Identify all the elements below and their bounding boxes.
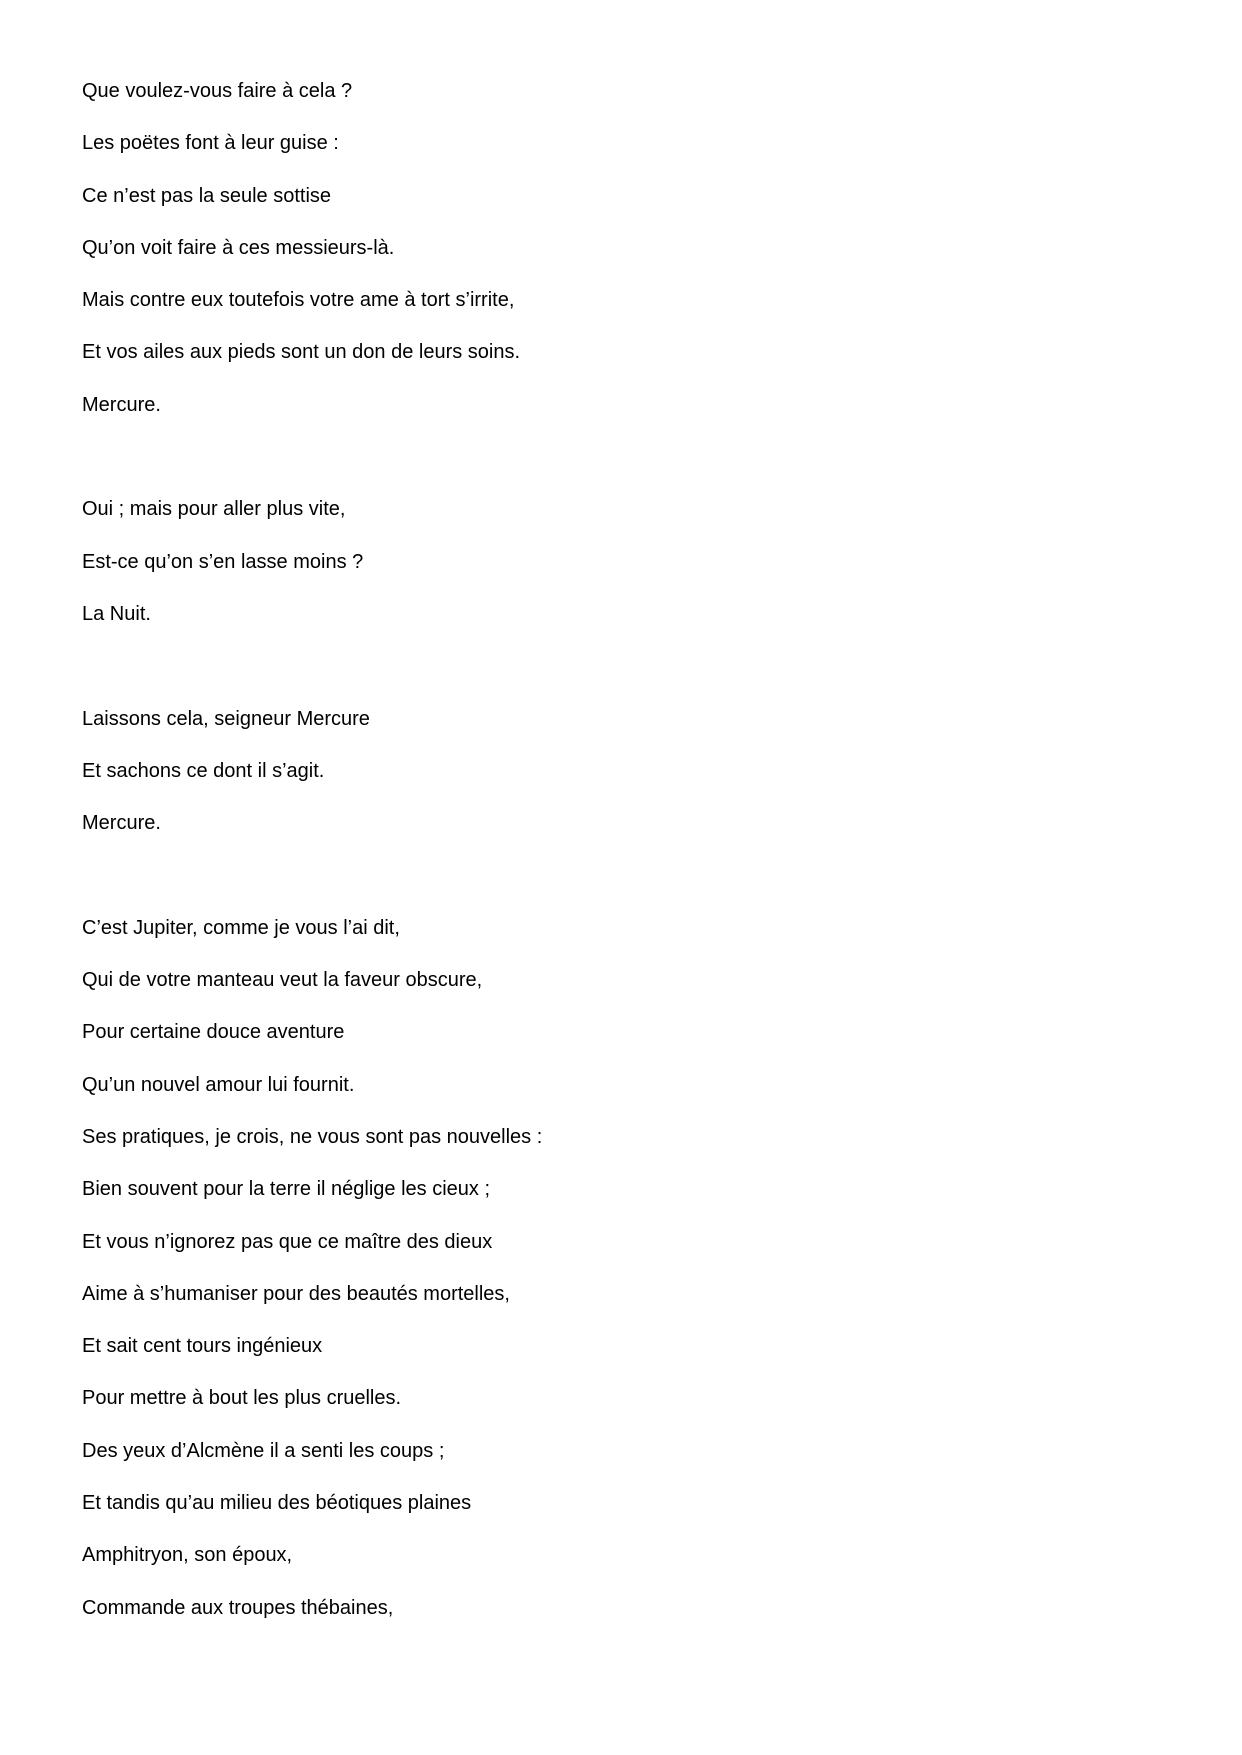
verse-line: Et vos ailes aux pieds sont un don de leurs soins.	[82, 341, 521, 364]
verse-line: Qu’un nouvel amour lui fournit.	[82, 1073, 355, 1096]
verse-line: Pour certaine douce aventure	[82, 1021, 345, 1044]
stanza-gap	[82, 862, 1162, 914]
verse-line: Ses pratiques, je crois, ne vous sont pas nouvelles :	[82, 1125, 543, 1148]
verse-line: Aime à s’humaniser pour des beautés mortelles,	[82, 1282, 510, 1305]
verse-line: Des yeux d’Alcmène il a senti les coups ;	[82, 1439, 445, 1462]
verse-line: Bien souvent pour la terre il néglige les cieux ;	[82, 1178, 491, 1201]
verse-line: Et vous n’ignorez pas que ce maître des dieux	[82, 1230, 493, 1253]
verse-line: Et tandis qu’au milieu des béotiques plaines	[82, 1492, 472, 1515]
verse-line: Oui ; mais pour aller plus vite,	[82, 498, 346, 521]
verse-line: Amphitryon, son époux,	[82, 1544, 293, 1567]
stanza-gap	[82, 653, 1162, 705]
verse-line: Est-ce qu’on s’en lasse moins ?	[82, 550, 364, 573]
verse-line: Ce n’est pas la seule sottise	[82, 184, 332, 207]
verse-line: Les poëtes font à leur guise :	[82, 132, 339, 155]
verse-line: Pour mettre à bout les plus cruelles.	[82, 1387, 402, 1410]
verse-line: C’est Jupiter, comme je vous l’ai dit,	[82, 916, 400, 939]
verse-line: Mais contre eux toutefois votre ame à tort s’irrite,	[82, 289, 515, 312]
stanza-gap	[82, 444, 1162, 496]
play-text	[82, 78, 1162, 1647]
speaker-name: Mercure.	[82, 812, 161, 835]
speaker-name: Mercure.	[82, 393, 161, 416]
verse-line: Que voulez-vous faire à cela ?	[82, 80, 353, 102]
verse-line: Et sachons ce dont il s’agit.	[82, 759, 325, 782]
speaker-name: La Nuit.	[82, 602, 151, 625]
verse-line: Commande aux troupes thébaines,	[82, 1596, 394, 1619]
verse-line: Laissons cela, seigneur Mercure	[82, 707, 370, 730]
verse-line: Et sait cent tours ingénieux	[82, 1335, 323, 1358]
verse-line: Qu’on voit faire à ces messieurs-là.	[82, 236, 395, 259]
verse-line: Qui de votre manteau veut la faveur obscure,	[82, 969, 483, 992]
